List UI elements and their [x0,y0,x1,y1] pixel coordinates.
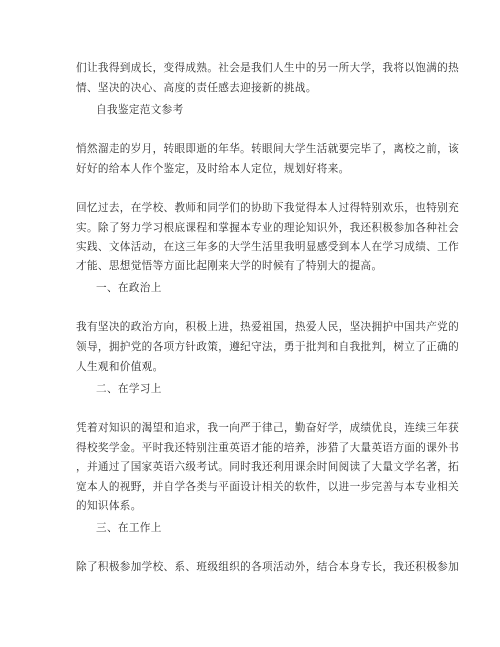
paragraph-line: 实践、文体活动，在这三年多的大学生活里我明显感受到本人在学习成绩、工作 [76,241,460,253]
paragraph-line: 们让我得到成长，变得成熟。社会是我们人生中的另一所大学，我将以饱满的热 [76,62,460,74]
paragraph-line: 凭着对知识的渴望和追求，我一向严于律己，勤奋好学，成绩优良，连续三年获 [76,422,460,434]
paragraph-line: 我有坚决的政治方向，积极上进，热爱祖国，热爱人民，坚决拥护中国共产党的 [76,321,460,333]
paragraph-line: 好好的给本人作个鉴定，及时给本人定位，规划好将来。 [76,163,350,175]
paragraph-line: 的知识体系。 [76,500,142,512]
paragraph-line: 悄然溜走的岁月，转眼即逝的年华。转眼间大学生活就要完毕了，离校之前，该 [76,143,460,155]
paragraph-line: 得校奖学金。平时我还特别注重英语才能的培养，涉猎了大量英语方面的课外书 [76,442,460,454]
paragraph-line: 人生观和价值观。 [76,361,164,373]
paragraph-line: 才能、思想觉悟等方面比起刚来大学的时候有了特别大的提高。 [76,260,383,272]
section-heading-study: 二、在学习上 [96,383,162,395]
section-heading-politics: 一、在政治上 [96,282,162,294]
paragraph-line: 回忆过去，在学校、教师和同学们的协助下我觉得本人过得特别欢乐，也特别充 [76,202,460,214]
paragraph-line: 除了积极参加学校、系、班级组织的各项活动外，结合本身专长，我还积极参加 [76,561,460,573]
section-heading-sample: 自我鉴定范文参考 [96,104,184,116]
paragraph-line: 实。除了努力学习根底课程和掌握本专业的理论知识外，我还积极参加各种社会 [76,222,460,234]
paragraph-line: 宽本人的视野，并自学各类与平面设计相关的软件，以进一步完善与本专业相关 [76,481,460,493]
paragraph-line: 情、坚决的决心、高度的责任感去迎接新的挑战。 [76,82,317,94]
paragraph-line: 领导，拥护党的各项方针政策，遵纪守法，勇于批判和自我批判，树立了正确的 [76,341,460,353]
section-heading-work: 三、在工作上 [96,522,162,534]
paragraph-line: ，并通过了国家英语六级考试。同时我还利用课余时间阅读了大量文学名著，拓 [76,461,460,473]
